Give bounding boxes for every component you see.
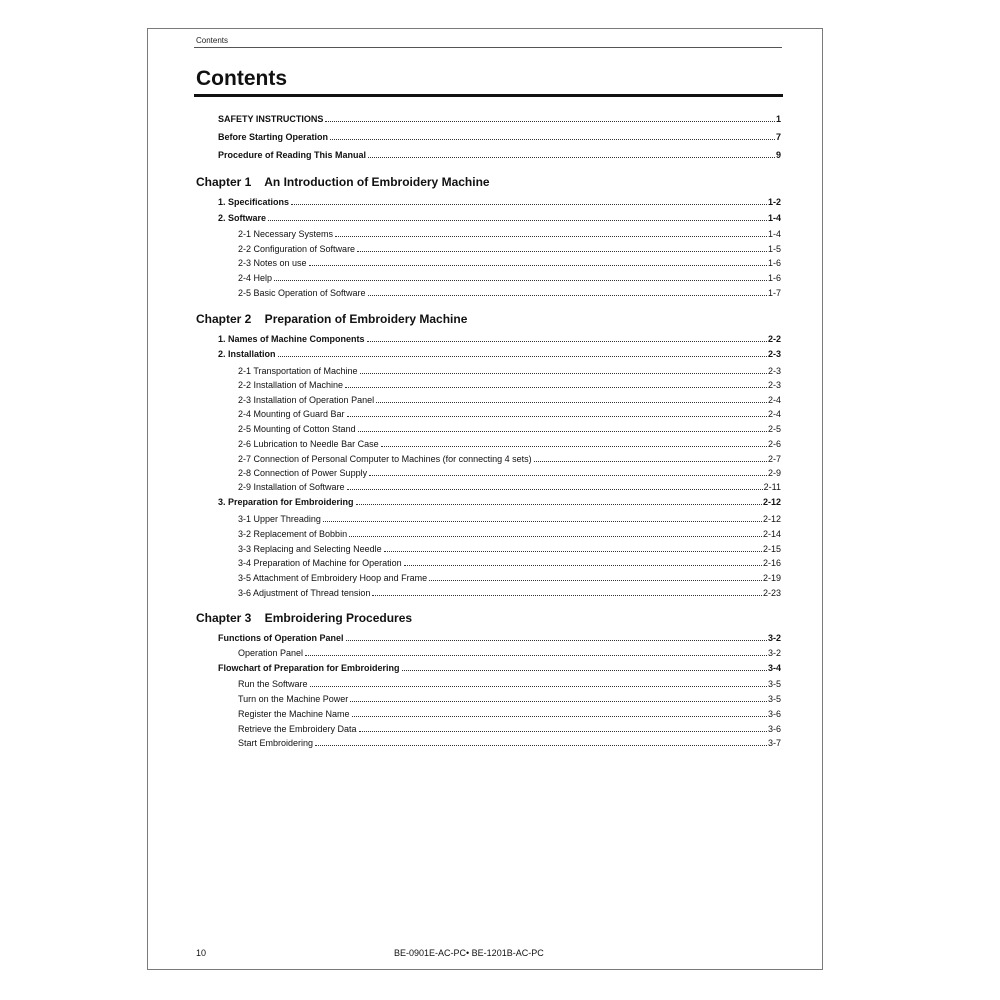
toc-entry [238, 737, 781, 749]
toc-entry-page: 3-5 [767, 694, 781, 704]
dot-leader [360, 365, 767, 374]
title-rule [194, 94, 783, 97]
toc-entry [218, 496, 781, 508]
dot-leader [384, 543, 762, 552]
toc-entry-page: 7 [775, 132, 781, 142]
toc-entry [218, 149, 781, 161]
toc-entry [238, 365, 781, 377]
toc-entry-page: 2-3 [767, 380, 781, 390]
toc-entry-title: 2-4 Mounting of Guard Bar [238, 409, 345, 419]
dot-leader [358, 423, 767, 432]
toc-entry-title: 2-5 Mounting of Cotton Stand [238, 424, 356, 434]
toc-entry-title: Functions of Operation Panel [218, 633, 344, 643]
chapter-heading: Chapter 1 An Introduction of Embroidery Machine [196, 175, 490, 189]
chapter-heading: Chapter 3 Embroidering Procedures [196, 611, 413, 625]
toc-entry-title: 3. Preparation for Embroidering [218, 497, 354, 507]
dot-leader [356, 496, 762, 505]
dot-leader [359, 723, 767, 732]
dot-leader [305, 647, 767, 656]
toc-entry [238, 723, 781, 735]
toc-entry-title: Procedure of Reading This Manual [218, 150, 367, 160]
toc-entry-title: 2. Software [218, 213, 267, 223]
toc-entry-title: 3-5 Attachment of Embroidery Hoop and Frame [238, 573, 428, 583]
dot-leader [330, 131, 775, 140]
toc-entry-page: 1-6 [767, 273, 781, 283]
dot-leader [310, 678, 767, 687]
footer-model-number: BE-0901E-AC-PC• BE-1201B-AC-PC [394, 948, 544, 958]
toc-entry [238, 423, 781, 435]
toc-entry-title: 2-1 Transportation of Machine [238, 366, 358, 376]
toc-entry [218, 348, 781, 360]
toc-entry-page: 3-2 [767, 633, 781, 643]
toc-entry-page: 1-2 [767, 197, 781, 207]
toc-entry [238, 693, 781, 705]
toc-entry [238, 287, 781, 299]
toc-entry-title: 2. Installation [218, 349, 276, 359]
toc-entry [238, 572, 781, 584]
toc-entry-page: 3-7 [767, 738, 781, 748]
toc-entry-page: 2-15 [762, 544, 781, 554]
toc-entry-title: 3-3 Replacing and Selecting Needle [238, 544, 382, 554]
toc-entry-title: 3-4 Preparation of Machine for Operation [238, 558, 402, 568]
toc-entry [238, 557, 781, 569]
toc-entry [218, 113, 781, 125]
toc-entry [238, 543, 781, 555]
chapter-heading: Chapter 2 Preparation of Embroidery Machine [196, 312, 468, 326]
toc-entry-page: 2-14 [762, 529, 781, 539]
toc-entry [238, 408, 781, 420]
toc-entry-title: 2-3 Installation of Operation Panel [238, 395, 375, 405]
toc-entry-title: 2-5 Basic Operation of Software [238, 288, 366, 298]
toc-entry-title: SAFETY INSTRUCTIONS [218, 114, 324, 124]
toc-entry [238, 379, 781, 391]
dot-leader [349, 528, 762, 537]
toc-entry-page: 2-12 [762, 514, 781, 524]
toc-entry-title: 3-1 Upper Threading [238, 514, 321, 524]
toc-entry-title: 1. Specifications [218, 197, 290, 207]
dot-leader [429, 572, 762, 581]
toc-entry-title: Flowchart of Preparation for Embroidering [218, 663, 400, 673]
dot-leader [323, 513, 762, 522]
toc-entry-page: 3-6 [767, 709, 781, 719]
toc-entry [238, 528, 781, 540]
dot-leader [381, 438, 767, 447]
toc-entry [238, 513, 781, 525]
dot-leader [335, 228, 767, 237]
toc-entry-page: 2-16 [762, 558, 781, 568]
toc-entry-page: 2-3 [767, 366, 781, 376]
dot-leader [268, 212, 767, 221]
toc-entry [238, 394, 781, 406]
footer-page-number: 10 [196, 948, 207, 958]
toc-entry [218, 131, 781, 143]
running-head: Contents [196, 36, 229, 45]
toc-entry-title: 3-2 Replacement of Bobbin [238, 529, 348, 539]
toc-entry-title: Start Embroidering [238, 738, 314, 748]
toc-entry [218, 333, 781, 345]
dot-leader [278, 348, 767, 357]
dot-leader [369, 467, 767, 476]
toc-entry [218, 632, 781, 644]
toc-entry-page: 2-2 [767, 334, 781, 344]
toc-entry [238, 453, 781, 465]
toc-entry [238, 678, 781, 690]
toc-entry-page: 1-4 [767, 229, 781, 239]
dot-leader [357, 243, 767, 252]
toc-entry-title: Before Starting Operation [218, 132, 329, 142]
dot-leader [325, 113, 775, 122]
toc-entry-page: 3-2 [767, 648, 781, 658]
toc-entry-page: 3-5 [767, 679, 781, 689]
toc-entry-title: Run the Software [238, 679, 308, 689]
toc-entry-title: 2-6 Lubrication to Needle Bar Case [238, 439, 379, 449]
dot-leader [376, 394, 767, 403]
toc-entry [238, 257, 781, 269]
dot-leader [402, 662, 767, 671]
toc-entry [238, 708, 781, 720]
toc-entry [238, 438, 781, 450]
toc-entry-page: 1 [775, 114, 781, 124]
toc-entry [218, 196, 781, 208]
dot-leader [367, 333, 767, 342]
toc-entry-title: 2-1 Necessary Systems [238, 229, 334, 239]
toc-entry-page: 2-19 [762, 573, 781, 583]
toc-entry-page: 2-3 [767, 349, 781, 359]
toc-entry-page: 3-4 [767, 663, 781, 673]
toc-entry-page: 2-6 [767, 439, 781, 449]
dot-leader [372, 587, 762, 596]
header-rule [194, 47, 782, 48]
toc-entry [218, 662, 781, 674]
toc-entry [238, 228, 781, 240]
toc-entry-page: 9 [775, 150, 781, 160]
dot-leader [368, 287, 767, 296]
toc-entry-page: 1-5 [767, 244, 781, 254]
toc-entry-title: Retrieve the Embroidery Data [238, 724, 357, 734]
toc-entry [238, 272, 781, 284]
toc-entry-title: Turn on the Machine Power [238, 694, 349, 704]
toc-entry-page: 2-23 [762, 588, 781, 598]
dot-leader [534, 453, 767, 462]
toc-entry-page: 2-11 [763, 482, 781, 492]
dot-leader [291, 196, 767, 205]
dot-leader [315, 737, 767, 746]
toc-entry [238, 481, 781, 493]
dot-leader [368, 149, 775, 158]
toc-entry-title: 2-2 Installation of Machine [238, 380, 344, 390]
toc-entry-page: 2-9 [767, 468, 781, 478]
toc-entry-title: 2-9 Installation of Software [238, 482, 345, 492]
toc-entry-page: 2-4 [767, 409, 781, 419]
toc-entry-page: 3-6 [767, 724, 781, 734]
toc-entry-title: 1. Names of Machine Components [218, 334, 365, 344]
toc-entry-page: 2-4 [767, 395, 781, 405]
toc-entry-title: 3-6 Adjustment of Thread tension [238, 588, 371, 598]
toc-entry-page: 1-4 [767, 213, 781, 223]
toc-entry-title: Operation Panel [238, 648, 304, 658]
dot-leader [347, 481, 763, 490]
toc-entry-title: 2-4 Help [238, 273, 273, 283]
dot-leader [274, 272, 767, 281]
toc-entry [238, 243, 781, 255]
dot-leader [347, 408, 767, 417]
toc-entry [238, 647, 781, 659]
dot-leader [345, 379, 767, 388]
toc-entry-page: 2-12 [762, 497, 781, 507]
toc-entry-title: 2-8 Connection of Power Supply [238, 468, 368, 478]
dot-leader [404, 557, 762, 566]
toc-entry-page: 2-5 [767, 424, 781, 434]
dot-leader [352, 708, 767, 717]
toc-entry-page: 2-7 [767, 454, 781, 464]
toc-entry-title: 2-7 Connection of Personal Computer to Machines (for connecting 4 sets) [238, 454, 532, 464]
toc-entry [238, 467, 781, 479]
dot-leader [350, 693, 767, 702]
toc-entry-title: 2-2 Configuration of Software [238, 244, 356, 254]
dot-leader [309, 257, 767, 266]
page-title: Contents [196, 67, 287, 90]
toc-entry-page: 1-6 [767, 258, 781, 268]
toc-entry-page: 1-7 [767, 288, 781, 298]
toc-entry [238, 587, 781, 599]
toc-entry-title: 2-3 Notes on use [238, 258, 307, 268]
dot-leader [346, 632, 767, 641]
toc-entry-title: Register the Machine Name [238, 709, 350, 719]
toc-entry [218, 212, 781, 224]
